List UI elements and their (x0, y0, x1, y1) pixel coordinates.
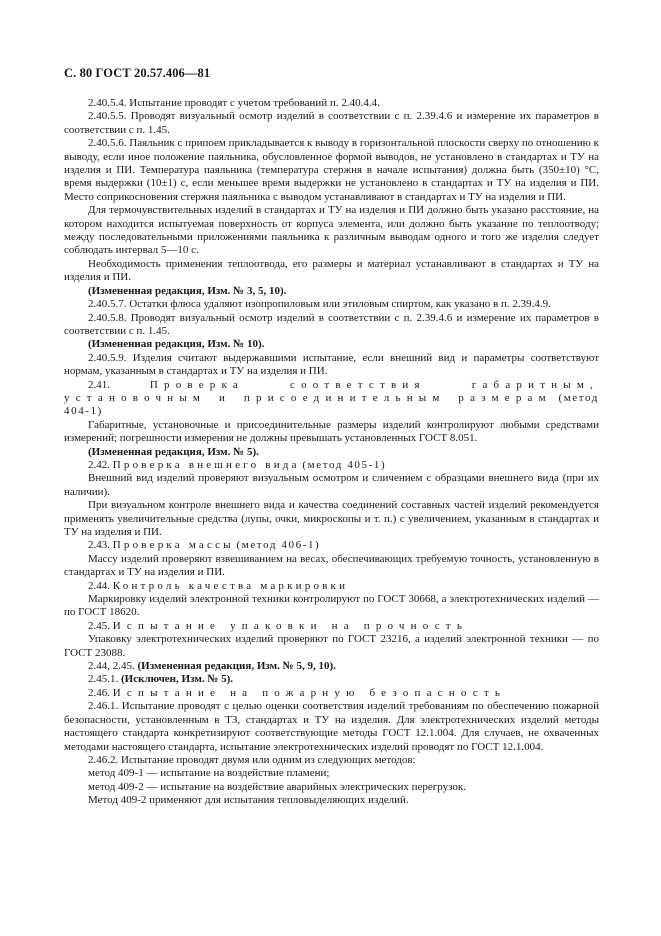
method-code: (метод 404-1) (64, 391, 599, 418)
amendment-note: (Измененная редакция, Изм. № 5, 9, 10). (137, 660, 336, 673)
section-heading-2-42 (64, 459, 599, 472)
paragraph: 2.40.5.8. Проводят визуальный осмотр изделий в соответствии с п. 2.39.4.6 и измерение их параметров в соответствии с п. 1.45. (64, 311, 599, 337)
paragraph: 2.40.5.4. Испытание проводят с учетом требований п. 2.40.4.4. (88, 97, 380, 109)
paragraph: 2.40.5.5. Проводят визуальный осмотр изделий в соответствии с п. 2.39.4.6 и измерение их параметров в соответствии с п. 1.45. (64, 110, 599, 136)
section-heading-2-45 (64, 620, 599, 633)
section-heading-2-41 (64, 379, 599, 419)
paragraph: метод 409-2 — испытание на воздействие аварийных электрических перегрузок. (88, 780, 467, 793)
section-title: Проверка массы (112, 539, 234, 552)
method-code: (метод 405-1) (302, 458, 387, 471)
amendment-note: (Измененная редакция, Изм. № 5). (88, 445, 259, 458)
paragraph: 2.40.5.6. Паяльник с припоем прикладывается к выводу в горизонтальной плоскости сверху по отношению к выводу, если иное положение паяльника, обусловленное формой выводов, не установлено в стандартах и ТУ на изделия и ПИ. Температура паяльника (температура стержня в начале испытания) должна быть (350±10) °С, время выдержки (10±1) с, если меньшее время выдержки не установлено в стандартах и ТУ на изделия и ПИ. Место соприкосновения стержня паяльника с выводом устанавливают в стандартах и ТУ на изделия и ПИ. (64, 137, 599, 203)
section-heading-2-44 (64, 580, 599, 593)
paragraph: Упаковку электротехнических изделий проверяют по ГОСТ 23216, а изделий электронной техники — по ГОСТ 23088. (64, 633, 599, 659)
paragraph: метод 409-1 — испытание на воздействие пламени; (88, 767, 330, 780)
paragraph: Метод 409-2 применяют для испытания тепловыделяющих изделий. (88, 794, 409, 807)
paragraph: При визуальном контроле внешнего вида и качества соединений составных частей изделий рекомендуется применять увеличительные средства (лупы, очки, микроскопы и т. п.) с увеличением, указанным в стандартах и ТУ на изделия и ПИ. (64, 499, 599, 538)
amendment-note: (Измененная редакция, Изм. № 3, 5, 10). (88, 284, 287, 297)
paragraph: 2.46.1. Испытание проводят с целью оценки соответствия изделий требованиям по обеспечению пожарной безопасности, установленным в ТЗ, стандартах и ТУ на изделия. Для электротехнических изделий методы настоящего стандарта конкретизируют соответствующие методы ГОСТ 12.1.004. Для случаев, не охваченных методами настоящего стандарта, испытание электротехнических изделий проводят по ГОСТ 12.1.004. (64, 700, 599, 753)
method-code: (метод 406-1) (236, 539, 321, 552)
paragraph: 2.40.5.9. Изделия считают выдержавшими испытание, если внешний вид и параметры соответствуют нормам, указанным в стандартах и ТУ на изделия и ПИ. (64, 351, 599, 378)
section-number: 2.45.1. (88, 673, 119, 686)
paragraph: Внешний вид изделий проверяют визуальным осмотром и сличением с образцами внешнего вида (при их наличии). (64, 472, 599, 498)
section-title: Испытание на пожарную безопасность (112, 686, 507, 699)
section-number: 2.44. (88, 579, 110, 592)
section-number: 2.42. (88, 458, 110, 471)
section-title: Испытание упаковки на прочность (112, 619, 469, 632)
paragraph: 2.40.5.7. Остатки флюса удаляют изопропиловым или этиловым спиртом, как указано в п. 2.39.4.9. (88, 298, 551, 311)
amendment-line (64, 673, 599, 686)
section-number: 2.41. (88, 378, 110, 391)
section-heading-2-46 (64, 687, 599, 700)
page-header: С. 80 ГОСТ 20.57.406—81 (64, 66, 211, 80)
section-title: Проверка внешнего вида (112, 458, 300, 471)
paragraph: Габаритные, установочные и присоединительные размеры изделий контролируют любыми средствами измерений; погрешности измерения не должны превышать установленных ГОСТ 8.051. (64, 418, 599, 445)
document-body (64, 97, 599, 808)
paragraph: Маркировку изделий электронной техники контролируют по ГОСТ 30668, а электротехнических изделий — по ГОСТ 18620. (64, 593, 599, 619)
section-number: 2.44, 2.45. (88, 660, 135, 673)
section-number: 2.46. (88, 686, 110, 699)
section-heading-2-43 (64, 539, 599, 552)
paragraph: Массу изделий проверяют взвешиванием на весах, обеспечивающих требуемую точность, установленную в стандартах и ТУ на изделия и ПИ. (64, 552, 599, 579)
paragraph: Необходимость применения теплоотвода, его размеры и материал устанавливают в стандартах и ТУ на изделия и ПИ. (64, 257, 599, 284)
paragraph: Для термочувствительных изделий в стандартах и ТУ на изделия и ПИ должно быть указано расстояние, на котором находится испытуемая поверхность от корпуса элемента, или должно быть указание по теплоотводу; между последовательными приложениями паяльника к различным выводам одного и того же изделия следует соблюдать интервал 5—10 с. (64, 204, 599, 257)
section-title: Контроль качества маркировки (112, 579, 349, 592)
paragraph: 2.46.2. Испытание проводят двумя или одним из следующих методов: (88, 753, 416, 766)
section-number: 2.45. (88, 619, 110, 632)
section-number: 2.43. (88, 539, 110, 552)
amendment-note: (Измененная редакция, Изм. № 10). (88, 338, 265, 351)
amendment-note: (Исключен, Изм. № 5). (121, 673, 234, 686)
amendment-line (64, 660, 599, 673)
section-title: Проверка соответствия габаритным, установочным и присоединительным размерам (64, 378, 600, 404)
